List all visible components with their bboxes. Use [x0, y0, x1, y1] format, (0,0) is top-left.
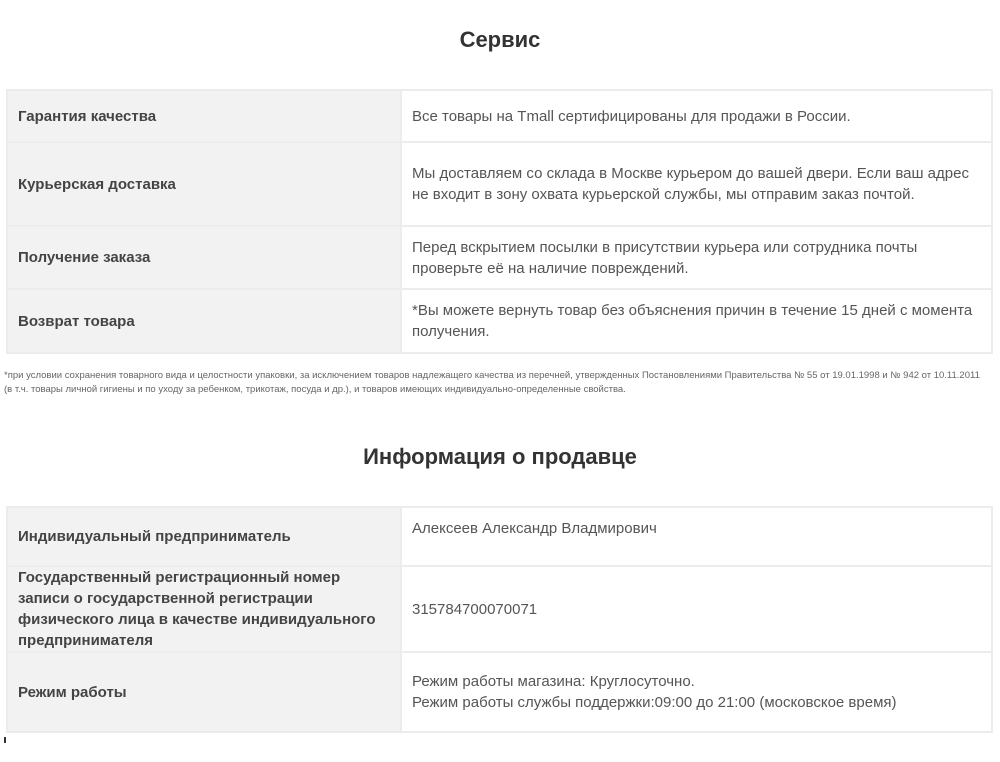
stray-mark: [4, 737, 6, 743]
service-table: [6, 89, 993, 354]
row-label: Индивидуальный предприниматель: [8, 508, 400, 565]
row-label: Режим работы: [8, 653, 400, 731]
row-label: Получение заказа: [8, 227, 400, 288]
seller-table: [6, 506, 993, 733]
row-value: 315784700070071: [402, 567, 991, 651]
table-row: [8, 91, 991, 141]
row-value: Перед вскрытием посылки в присутствии курьера или сотрудника почты проверьте её на наличие повреждений.: [402, 227, 991, 288]
table-row: [8, 143, 991, 225]
row-label: Гарантия качества: [8, 91, 400, 141]
row-label: Возврат товара: [8, 290, 400, 352]
row-value: Мы доставляем со склада в Москве курьером до вашей двери. Если ваш адрес не входит в зону охвата курьерской службы, мы отправим заказ почтой.: [402, 143, 991, 225]
row-value: Алексеев Александр Владмирович: [402, 508, 991, 565]
row-value: Все товары на Tmall сертифицированы для продажи в России.: [402, 91, 991, 141]
service-section-title: Сервис: [459, 27, 541, 52]
row-value: *Вы можете вернуть товар без объяснения причин в течение 15 дней с момента получения.: [402, 290, 991, 352]
table-row: [8, 227, 991, 288]
support-hours: Режим работы службы поддержки:09:00 до 21:00 (московское время): [412, 694, 897, 711]
row-value: [402, 653, 991, 731]
store-hours: Режим работы магазина: Круглосуточно.: [412, 673, 695, 690]
table-row: [8, 653, 991, 731]
seller-section-title: Информация о продавце: [363, 444, 637, 469]
service-footnote: *при условии сохранения товарного вида и целостности упаковки, за исключением товаров надлежащего качества из перечней, утвержденных Постановлениями Правительства № 55 от 19.01.1998 и № 942 от 10.11.2011 (в т.ч. товары личной гигиены и по уходу за ребенком, трикотаж, посуда и др.), и товаров имеющих индивидуально-определенные свойства.: [4, 370, 980, 395]
table-row: [8, 508, 991, 565]
row-label: Государственный регистрационный номер записи о государственной регистрации физического лица в качестве индивидуального предпринимателя: [8, 567, 400, 651]
table-row: [8, 567, 991, 651]
row-label: Курьерская доставка: [8, 143, 400, 225]
table-row: [8, 290, 991, 352]
